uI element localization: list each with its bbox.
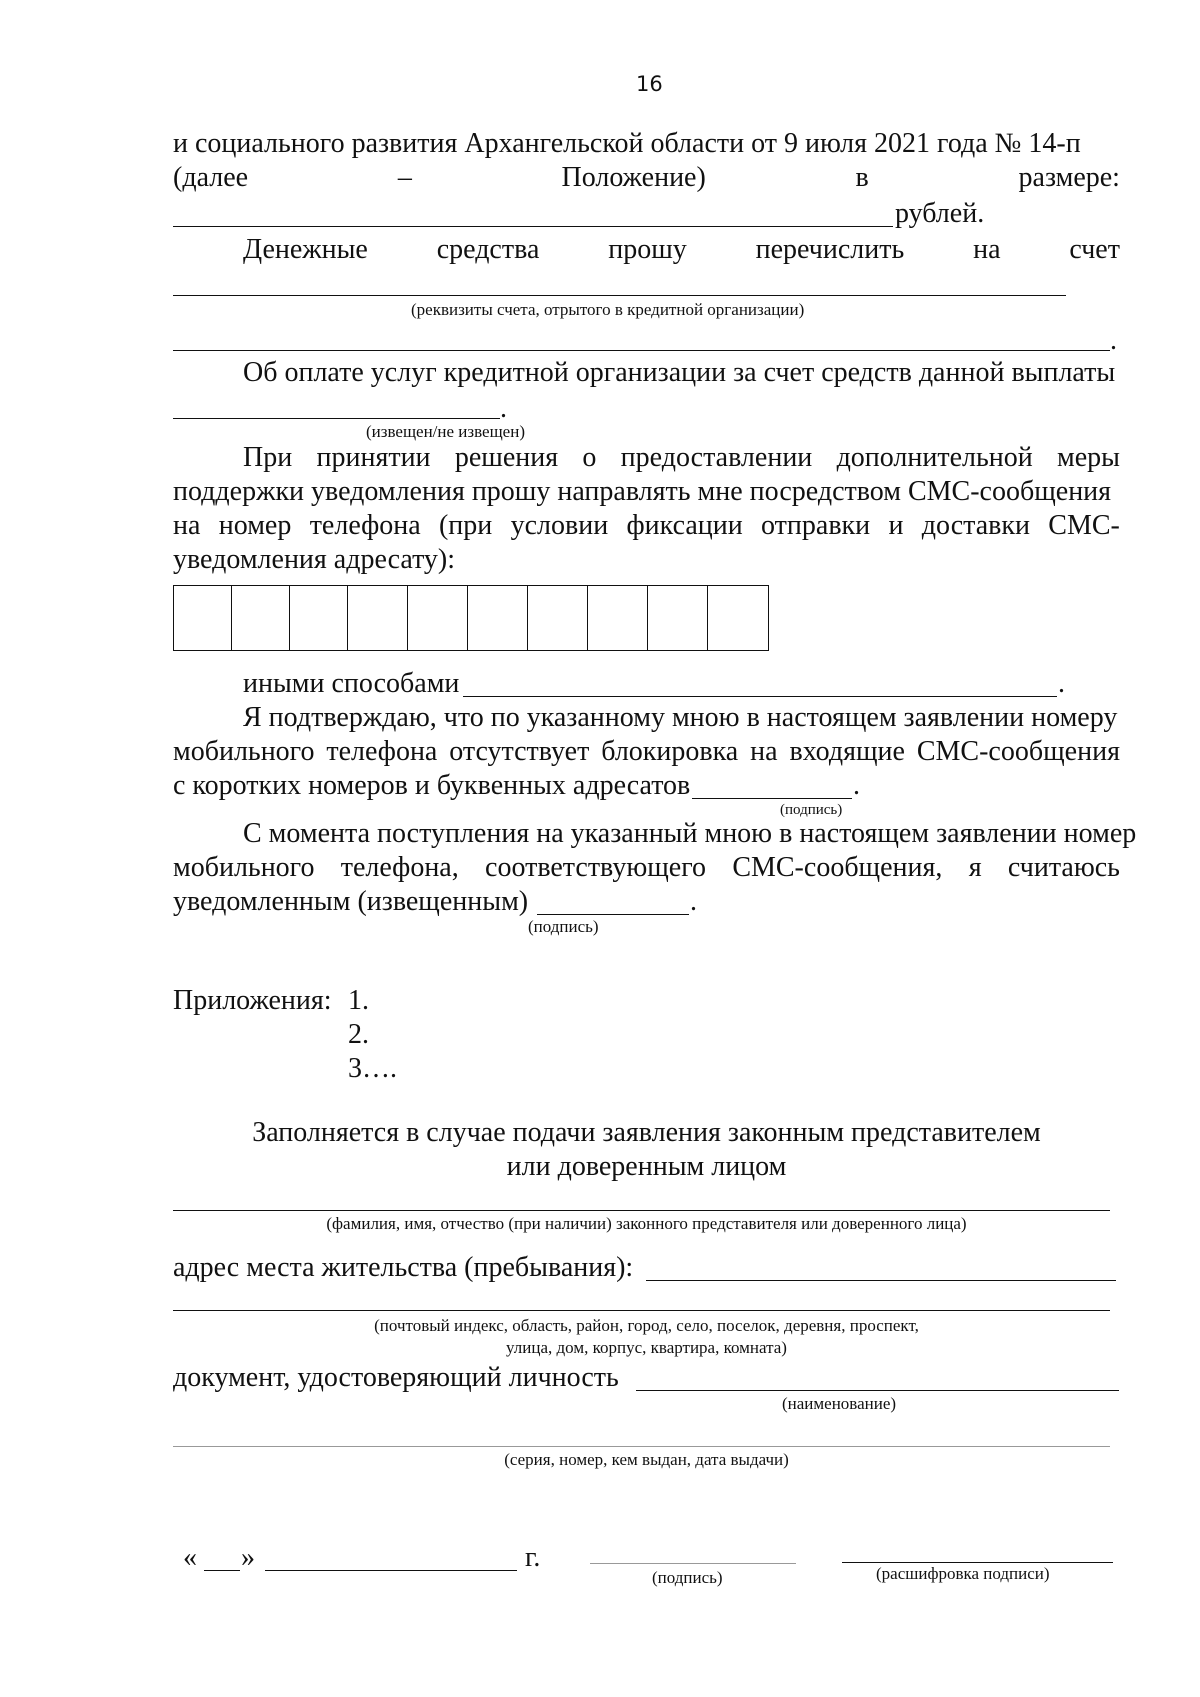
para4-line2: поддержки уведомления прошу направлять мне посредством СМС-сообщения: [173, 476, 1112, 507]
word: телефона: [309, 510, 421, 541]
word: отправки: [761, 510, 871, 541]
phone-number-boxes: [173, 585, 769, 651]
word: мобильного: [173, 736, 315, 767]
word: меры: [1057, 442, 1120, 473]
signature-decoding-field[interactable]: [842, 1562, 1113, 1563]
representative-heading-line2: или доверенным лицом: [506, 1151, 787, 1182]
word: принятии: [316, 442, 431, 473]
signature-caption-2: (подпись): [528, 917, 599, 936]
identity-document-field[interactable]: [636, 1390, 1119, 1391]
address-caption-line2: улица, дом, корпус, квартира, комната): [506, 1338, 787, 1357]
word: средства: [436, 234, 540, 265]
word: блокировка: [601, 736, 739, 767]
para2-line1: [243, 234, 1120, 266]
word: При: [243, 442, 293, 473]
phone-digit-box[interactable]: [528, 586, 588, 650]
word: считаюсь: [1007, 852, 1120, 883]
representative-heading-line1: Заполняется в случае подачи заявления законным представителем: [252, 1117, 1041, 1148]
word: мобильного: [173, 852, 315, 883]
word: в: [855, 162, 869, 193]
word: размере:: [1018, 162, 1120, 193]
phone-digit-box[interactable]: [174, 586, 232, 650]
signature-field-2[interactable]: [537, 914, 689, 915]
word: дополнительной: [836, 442, 1033, 473]
para6-line1: С момента поступления на указанный мною в настоящем заявлении номер: [243, 818, 1137, 849]
word: СМС-: [1048, 510, 1120, 541]
year-suffix: г.: [525, 1542, 541, 1573]
phone-digit-box[interactable]: [348, 586, 408, 650]
signature-caption-1: (подпись): [780, 802, 843, 818]
end-dot: .: [1058, 668, 1065, 699]
identity-document-caption: (наименование): [782, 1394, 897, 1413]
word: СМС-сообщения: [916, 736, 1120, 767]
para3-line1: Об оплате услуг кредитной организации за счет средств данной выплаты: [243, 357, 1116, 388]
phone-digit-box[interactable]: [648, 586, 708, 650]
word: (при: [438, 510, 493, 541]
signature-field-3[interactable]: [590, 1563, 796, 1564]
word: на: [750, 736, 778, 767]
notified-caption: (извещен/не извещен): [366, 422, 525, 441]
signature-caption-3: (подпись): [652, 1568, 723, 1587]
identity-document-details-caption: (серия, номер, кем выдан, дата выдачи): [504, 1450, 789, 1469]
address-field[interactable]: [646, 1280, 1116, 1281]
para5-line2: [173, 736, 1120, 768]
word: о: [582, 442, 597, 473]
attachment-item: 3….: [348, 1053, 397, 1084]
word: Положение): [561, 162, 706, 193]
word: Денежные: [243, 234, 368, 265]
representative-name-field[interactable]: [173, 1210, 1110, 1211]
word: предоставлении: [620, 442, 813, 473]
word: телефона,: [340, 852, 459, 883]
end-dot: .: [500, 393, 507, 424]
end-dot: .: [690, 886, 697, 917]
word: прошу: [608, 234, 687, 265]
phone-digit-box[interactable]: [708, 586, 768, 650]
word: СМС-сообщения,: [732, 852, 943, 883]
para1-line2: [173, 162, 1120, 194]
para5-line1: Я подтверждаю, что по указанному мною в настоящем заявлении номеру: [243, 702, 1118, 733]
address-caption-line1: (почтовый индекс, область, район, город, село, поселок, деревня, проспект,: [374, 1316, 919, 1335]
para1-line1: и социального развития Архангельской области от 9 июля 2021 года № 14-п: [173, 128, 1081, 159]
para4-line4: уведомления адресату):: [173, 544, 456, 575]
date-quote-open: «: [183, 1542, 197, 1573]
account-details-field-2[interactable]: [173, 350, 1110, 351]
word: фиксации: [626, 510, 743, 541]
notified-field[interactable]: [173, 418, 500, 419]
phone-digit-box[interactable]: [588, 586, 648, 650]
end-dot: .: [853, 770, 860, 801]
attachments-label: Приложения:: [173, 985, 332, 1016]
word: телефона: [326, 736, 438, 767]
phone-digit-box[interactable]: [290, 586, 348, 650]
word: –: [397, 162, 412, 193]
word: условии: [510, 510, 609, 541]
attachment-item: 2.: [348, 1019, 369, 1050]
account-details-field[interactable]: [173, 295, 1066, 296]
rubles-label: рублей.: [895, 198, 985, 229]
word: и: [888, 510, 904, 541]
date-quote-close: »: [241, 1542, 255, 1573]
word: номер: [218, 510, 292, 541]
para6-line2: [173, 852, 1120, 884]
date-month-year-field[interactable]: [265, 1570, 517, 1571]
other-ways-field[interactable]: [463, 696, 1057, 697]
phone-digit-box[interactable]: [232, 586, 290, 650]
other-ways-label: иными способами: [243, 668, 460, 699]
identity-document-details-field[interactable]: [173, 1446, 1110, 1447]
word: на: [173, 510, 201, 541]
para4-line1: [243, 442, 1120, 474]
para6-line3: уведомленным (извещенным): [173, 886, 529, 917]
identity-document-label: документ, удостоверяющий личность: [173, 1362, 619, 1393]
word: соответствующего: [485, 852, 707, 883]
address-label: адрес места жительства (пребывания):: [173, 1252, 634, 1283]
phone-digit-box[interactable]: [468, 586, 528, 650]
para4-line3: [173, 510, 1120, 542]
date-day-field[interactable]: [204, 1570, 240, 1571]
word: перечислить: [755, 234, 905, 265]
phone-digit-box[interactable]: [408, 586, 468, 650]
word: входящие: [789, 736, 905, 767]
account-details-caption: (реквизиты счета, отрытого в кредитной организации): [411, 300, 805, 319]
amount-field[interactable]: [173, 226, 893, 227]
word: (далее: [173, 162, 249, 193]
end-dot: .: [1110, 325, 1117, 356]
word: я: [968, 852, 982, 883]
word: доставки: [921, 510, 1030, 541]
attachment-item: 1.: [348, 985, 369, 1016]
signature-field-1[interactable]: [692, 798, 852, 799]
word: отсутствует: [449, 736, 590, 767]
para5-line3: с коротких номеров и буквенных адресатов: [173, 770, 691, 801]
word: решения: [454, 442, 559, 473]
representative-name-caption: (фамилия, имя, отчество (при наличии) законного представителя или доверенного лица): [326, 1214, 967, 1233]
signature-decoding-caption: (расшифровка подписи): [876, 1564, 1050, 1583]
word: на: [973, 234, 1001, 265]
address-field-2[interactable]: [173, 1310, 1110, 1311]
page-number: 16: [636, 72, 663, 96]
word: счет: [1069, 234, 1120, 265]
